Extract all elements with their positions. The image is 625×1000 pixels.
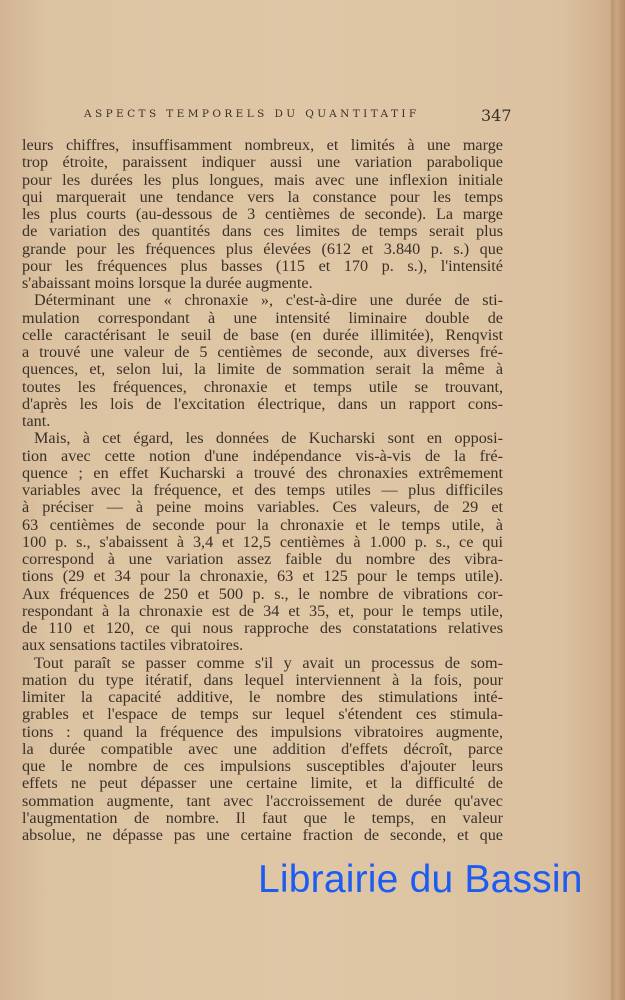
text-line: tant. <box>22 412 51 430</box>
text-line: Tout paraît se passer comme s'il y avait un processus de som- <box>34 653 503 672</box>
text-line: grande pour les fréquences plus élevées (612 et 3.840 p. s.) que <box>22 239 503 258</box>
text-line: tion avec cette notion d'une indépendance vis-à-vis de la fré- <box>22 446 503 465</box>
text-line: limiter la capacité additive, le nombre des stimulations inté- <box>22 688 503 706</box>
text-line: aux sensations tactiles vibratoires. <box>22 636 244 655</box>
text-line: a trouvé une valeur de 5 centièmes de seconde, aux diverses fré- <box>22 343 503 361</box>
text-line: tions (29 et 34 pour la chronaxie, 63 et 125 pour le temps utile). <box>22 567 503 586</box>
text-line: variables avec la fréquence, et des temps utiles — plus difficiles <box>22 481 503 499</box>
text-line: les plus courts (au-dessous de 3 centièmes de seconde). La marge <box>22 205 503 223</box>
text-line: tions : quand la fréquence des impulsions vibratoires augmente, <box>22 722 503 741</box>
text-line: qui marquerait une tendance vers la constance pour les temps <box>22 187 503 206</box>
text-line: s'abaissant moins lorsque la durée augmente. <box>22 274 313 292</box>
text-line: l'augmentation de nombre. Il faut que le temps, en valeur <box>22 808 503 827</box>
text-line: mulation correspondant à une intensité liminaire double de <box>22 308 503 327</box>
text-line: pour les durées les plus longues, mais avec une inflexion initiale <box>22 170 503 189</box>
running-title: ASPECTS TEMPORELS DU QUANTITATIF <box>84 108 420 120</box>
text-line: toutes les fréquences, chronaxie et temps utile se trouvant, <box>22 377 503 396</box>
text-line: Aux fréquences de 250 et 500 p. s., le nombre de vibrations cor- <box>22 584 503 603</box>
text-line: pour les fréquences plus basses (115 et 170 p. s.), l'intensité <box>22 256 503 275</box>
text-line: grables et l'espace de temps sur lequel s'étendent ces stimula- <box>22 705 503 724</box>
text-line: à préciser — à peine moins variables. Ces valeurs, de 29 et <box>22 498 503 517</box>
text-line: Déterminant une « chronaxie », c'est-à-dire une durée de sti- <box>34 291 503 310</box>
text-line: respondant à la chronaxie est de 34 et 35, et, pour le temps utile, <box>22 601 503 620</box>
text-line: la durée compatible avec une addition d'effets décroît, parce <box>22 739 503 758</box>
body-text <box>22 137 503 844</box>
text-line: effets ne peut dépasser une certaine limite, et la difficulté de <box>22 774 503 793</box>
page-number: 347 <box>481 106 512 125</box>
text-line: leurs chiffres, insuffisamment nombreux, et limités à une marge <box>22 136 503 154</box>
text-line: de 110 et 120, ce qui nous rapproche des constatations relatives <box>22 619 503 637</box>
text-line: quences, et, selon lui, la limite de sommation serait la même à <box>22 360 503 379</box>
text-line: de variation des quantités dans ces limites de temps serait plus <box>22 222 503 241</box>
text-line: sommation augmente, tant avec l'accroissement de durée qu'avec <box>22 791 503 810</box>
text-line: quence ; en effet Kucharski a trouvé des chronaxies extrêmement <box>22 463 503 482</box>
text-line: Mais, à cet égard, les données de Kucharski sont en opposi- <box>34 429 503 448</box>
text-line: d'après les lois de l'excitation électrique, dans un rapport cons- <box>22 394 503 413</box>
text-line: que le nombre de ces impulsions susceptibles d'ajouter leurs <box>22 757 503 775</box>
text-line: absolue, ne dépasse pas une certaine fraction de seconde, et que <box>22 826 503 844</box>
text-line: correspond à une variation assez faible du nombre des vibra- <box>22 550 503 568</box>
text-line: celle caractérisant le seuil de base (en durée illimitée), Renqvist <box>22 325 503 344</box>
text-line: 100 p. s., s'abaissent à 3,4 et 12,5 centièmes à 1.000 p. s., ce qui <box>22 532 503 551</box>
page-edge <box>611 0 625 1000</box>
watermark: Librairie du Bassin <box>258 858 583 901</box>
page-header <box>84 106 512 126</box>
text-line: trop étroite, paraissent indiquer aussi une variation parabolique <box>22 153 503 172</box>
text-line: mation du type itératif, dans lequel interviennent à la fois, pour <box>22 670 503 689</box>
text-line: 63 centièmes de seconde pour la chronaxie et le temps utile, à <box>22 515 503 534</box>
